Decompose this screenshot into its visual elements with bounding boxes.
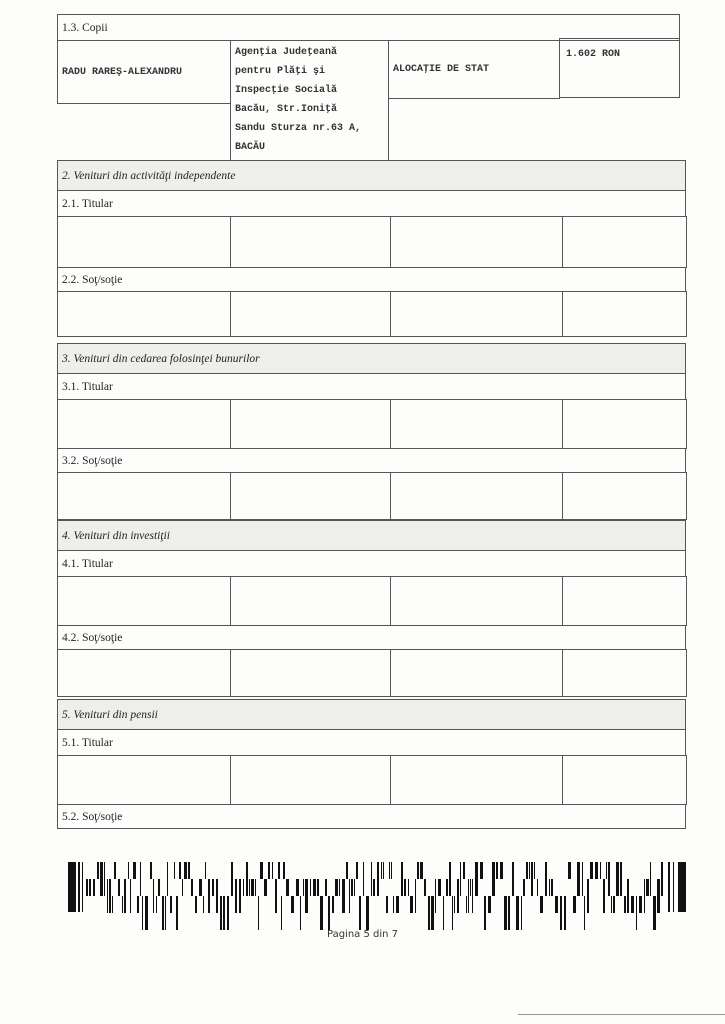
benefit-type: ALOCAŢIE DE STAT: [393, 64, 490, 75]
subsection-titular-text: 5.1. Titular: [62, 736, 113, 749]
barcode-bar: [363, 862, 364, 896]
barcode-bar: [227, 896, 229, 930]
subsection-titular-text: 4.1. Titular: [62, 557, 113, 570]
barcode-bar: [454, 896, 455, 913]
barcode-bar: [568, 862, 571, 879]
barcode-bar: [86, 879, 88, 896]
barcode-bar: [278, 862, 280, 879]
barcode-bar: [590, 862, 593, 879]
empty-cell: [562, 472, 687, 520]
child-name-cell: [57, 40, 231, 104]
barcode-bar: [371, 862, 372, 896]
barcode-bar: [452, 896, 453, 930]
empty-cell: [390, 755, 563, 805]
barcode-bar: [332, 896, 334, 913]
barcode-bar: [260, 862, 263, 879]
barcode-bar: [646, 879, 649, 896]
barcode-bar: [613, 896, 615, 913]
barcode-bar: [577, 862, 580, 896]
barcode-bar: [184, 862, 187, 879]
agency-line: BACĂU: [235, 142, 266, 153]
empty-cell: [57, 755, 231, 805]
barcode-bar: [246, 862, 248, 896]
barcode-bar: [303, 879, 304, 896]
subsection-spouse: [57, 448, 686, 473]
barcode-bar: [555, 896, 558, 913]
barcode-bar: [349, 879, 350, 913]
barcode-bar: [410, 896, 413, 913]
barcode-bar: [130, 879, 131, 913]
benefit-type-cell: [388, 40, 560, 99]
barcode-bar: [657, 879, 660, 913]
barcode-bar: [346, 862, 348, 879]
agency-line: Sandu Sturza nr.63 A,: [235, 123, 362, 134]
empty-cell: [390, 399, 563, 449]
empty-cell: [390, 216, 563, 268]
barcode-bar: [603, 879, 605, 913]
barcode-bar: [153, 879, 154, 913]
barcode-bar: [203, 896, 204, 913]
barcode-bar: [97, 862, 99, 879]
barcode-bar: [176, 896, 178, 930]
children-label: 1.3. Copii: [62, 21, 108, 34]
barcode-bar: [145, 896, 148, 930]
barcode-bar: [531, 862, 533, 896]
barcode-bar: [584, 896, 585, 930]
empty-cell: [390, 472, 563, 520]
barcode-bar: [500, 862, 503, 879]
barcode-bar: [636, 896, 637, 930]
barcode-bar: [133, 862, 136, 879]
empty-cell: [562, 649, 687, 697]
agency-line: pentru Plăţi şi: [235, 66, 326, 77]
subsection-spouse: [57, 804, 686, 829]
barcode-bar: [68, 862, 76, 912]
barcode-bar: [480, 862, 483, 879]
barcode-bar: [235, 879, 237, 913]
barcode-bar: [616, 862, 619, 896]
barcode-bar: [446, 879, 448, 896]
barcode-bar: [415, 879, 416, 913]
barcode-bar: [82, 862, 83, 912]
barcode-bar: [624, 896, 626, 913]
barcode-bar: [325, 879, 327, 896]
barcode-bar: [328, 896, 330, 930]
barcode-bar: [158, 879, 160, 896]
barcode-bar: [521, 896, 522, 930]
barcode-bar: [608, 862, 610, 896]
agency-line: Agenţia Judeţeană: [235, 47, 338, 58]
barcode-bar: [264, 879, 267, 896]
barcode-bar: [611, 896, 612, 913]
barcode-bar: [449, 862, 451, 896]
barcode-bar: [109, 879, 111, 913]
agency-line: Inspecţie Socială: [235, 85, 338, 96]
barcode-bar: [114, 862, 116, 879]
barcode-bar: [179, 862, 181, 879]
empty-cell: [230, 649, 391, 697]
subsection-titular: [57, 550, 686, 577]
barcode-bar: [112, 896, 113, 913]
barcode-bar: [606, 862, 607, 879]
empty-cell: [562, 576, 687, 626]
barcode-bar: [258, 896, 259, 930]
barcode-bar: [170, 896, 172, 913]
barcode-bar: [356, 862, 358, 879]
barcode-bar: [208, 879, 210, 913]
barcode-bar: [424, 879, 426, 896]
empty-cell: [390, 576, 563, 626]
barcode-bar: [644, 879, 645, 913]
barcode-bar: [366, 896, 369, 930]
barcode-bar: [342, 879, 345, 913]
barcode-bar: [650, 862, 651, 896]
agency-cell: [230, 40, 389, 164]
empty-cell: [57, 576, 231, 626]
barcode-bar: [122, 896, 123, 913]
barcode-bar: [354, 879, 355, 896]
barcode-bar: [310, 879, 311, 896]
barcode-bar: [191, 879, 193, 896]
barcode-bar: [165, 896, 166, 930]
empty-cell: [562, 399, 687, 449]
barcode-bar: [359, 896, 361, 930]
barcode-bar: [545, 862, 547, 896]
subsection-spouse-text: 4.2. Soţ/soţie: [62, 631, 123, 644]
barcode-bar: [150, 862, 152, 879]
barcode-bar: [383, 862, 384, 879]
subsection-titular-text: 2.1. Titular: [62, 197, 113, 210]
empty-cell: [57, 216, 231, 268]
barcode-bar: [468, 879, 469, 913]
barcode-bar: [351, 879, 353, 896]
barcode-bar: [281, 896, 282, 930]
empty-cell: [230, 216, 391, 268]
empty-cell: [390, 291, 563, 337]
barcode-bar: [162, 896, 164, 930]
empty-cell: [562, 755, 687, 805]
barcode-bar: [470, 879, 471, 896]
empty-cell: [230, 291, 391, 337]
barcode-bar: [457, 879, 459, 913]
barcode-bar: [377, 862, 379, 896]
empty-cell: [230, 576, 391, 626]
barcode-bar: [283, 862, 285, 879]
barcode-bar: [668, 862, 670, 912]
barcode-bar: [100, 862, 103, 896]
empty-cell: [230, 755, 391, 805]
barcode-bar: [255, 879, 256, 896]
barcode-bar: [504, 896, 507, 930]
barcode-bar: [523, 879, 525, 896]
barcode-bar: [239, 879, 241, 913]
barcode-bar: [534, 862, 535, 879]
empty-cell: [230, 472, 391, 520]
barcode-bar: [199, 879, 202, 896]
barcode-bar: [408, 879, 409, 896]
section-header-text: 2. Venituri din activităţi independente: [62, 169, 236, 182]
barcode-bar: [549, 879, 550, 896]
barcode-bar: [627, 879, 629, 913]
barcode-bar: [600, 862, 601, 879]
barcode-bar: [231, 862, 233, 896]
barcode-bar: [508, 896, 510, 930]
barcode-bar: [373, 879, 375, 896]
barcode-bar: [305, 879, 308, 913]
barcode-bar: [205, 862, 206, 879]
empty-cell: [57, 399, 231, 449]
section-header-text: 5. Venituri din pensii: [62, 708, 158, 721]
empty-cell: [57, 472, 231, 520]
barcode-bar: [291, 896, 294, 913]
barcode-bar: [391, 862, 392, 879]
barcode-bar: [396, 896, 399, 913]
barcode-bar: [526, 862, 528, 879]
barcode-bar: [639, 896, 642, 913]
barcode-bar: [661, 862, 663, 896]
barcode-bar: [386, 896, 388, 913]
barcode-bar: [492, 862, 495, 896]
barcode-bar: [401, 862, 403, 896]
barcode-bar: [529, 862, 530, 879]
subsection-spouse-text: 3.2. Soţ/soţie: [62, 454, 123, 467]
barcode-bar: [313, 879, 316, 896]
barcode-bar: [496, 862, 498, 879]
child-name: RADU RAREŞ-ALEXANDRU: [62, 66, 183, 78]
barcode: [68, 862, 690, 912]
barcode-bar: [460, 862, 461, 896]
barcode-bar: [540, 896, 543, 913]
barcode-bar: [89, 879, 91, 896]
subsection-spouse-text: 2.2. Soţ/soţie: [62, 273, 123, 286]
barcode-bar: [472, 879, 473, 913]
page-edge: [518, 1014, 725, 1015]
barcode-bar: [118, 879, 120, 896]
barcode-bar: [220, 896, 222, 930]
barcode-bar: [104, 862, 105, 896]
barcode-bar: [673, 862, 674, 912]
barcode-bar: [653, 896, 656, 930]
barcode-bar: [551, 879, 553, 896]
subsection-titular-text: 3.1. Titular: [62, 380, 113, 393]
subsection-titular: [57, 190, 686, 217]
barcode-bar: [475, 862, 478, 896]
barcode-bar: [124, 879, 126, 913]
amount: 1.602 RON: [566, 49, 621, 60]
barcode-bar: [438, 879, 441, 896]
barcode-bar: [317, 879, 319, 896]
barcode-bar: [140, 862, 141, 896]
barcode-bar: [268, 862, 270, 879]
agency-line: Bacău, Str.Ioniţă: [235, 104, 338, 115]
barcode-bar: [137, 896, 139, 913]
empty-cell: [230, 399, 391, 449]
barcode-bar: [182, 879, 183, 896]
subsection-spouse-text: 5.2. Soţ/soţie: [62, 810, 123, 823]
empty-cell: [57, 649, 231, 697]
barcode-bar: [389, 862, 390, 879]
barcode-bar: [512, 862, 514, 896]
subsection-titular: [57, 729, 686, 756]
barcode-bar: [631, 896, 634, 913]
barcode-bar: [335, 879, 338, 896]
barcode-bar: [156, 896, 157, 913]
section-header: [57, 160, 686, 191]
barcode-bar: [435, 879, 436, 913]
barcode-bar: [564, 896, 566, 930]
subsection-spouse: [57, 625, 686, 650]
empty-cell: [562, 216, 687, 268]
section-header-text: 3. Venituri din cedarea folosinţei bunurilor: [62, 352, 260, 365]
barcode-bar: [188, 862, 190, 879]
barcode-bar: [251, 879, 254, 896]
barcode-bar: [320, 896, 323, 930]
barcode-bar: [142, 896, 143, 930]
barcode-bar: [339, 879, 340, 896]
barcode-bar: [275, 879, 277, 913]
barcode-bar: [466, 896, 467, 913]
barcode-bar: [381, 862, 382, 879]
barcode-bar: [573, 896, 576, 913]
barcode-bar: [587, 879, 589, 913]
barcode-bar: [216, 879, 218, 913]
subsection-spouse: [57, 267, 686, 292]
barcode-bar: [107, 879, 108, 913]
barcode-bar: [516, 896, 519, 930]
empty-cell: [57, 291, 231, 337]
subsection-titular: [57, 373, 686, 400]
empty-cell: [390, 649, 563, 697]
barcode-bar: [249, 879, 250, 896]
barcode-bar: [417, 862, 419, 879]
page-number: Pagina 5 din 7: [326, 929, 399, 940]
barcode-bar: [195, 896, 197, 913]
barcode-bar: [212, 879, 214, 896]
barcode-bar: [243, 879, 244, 896]
barcode-bar: [296, 879, 299, 896]
barcode-bar: [93, 879, 95, 896]
barcode-bar: [393, 896, 394, 913]
barcode-bar: [678, 862, 686, 912]
barcode-bar: [463, 862, 465, 879]
section-header-text: 4. Venituri din investiţii: [62, 529, 170, 542]
barcode-bar: [404, 879, 406, 896]
barcode-bar: [128, 862, 129, 879]
barcode-bar: [537, 879, 538, 896]
barcode-bar: [272, 862, 273, 879]
barcode-bar: [443, 896, 444, 930]
children-header: [57, 14, 680, 41]
barcode-bar: [431, 896, 434, 930]
barcode-bar: [78, 862, 80, 912]
section-header: [57, 699, 686, 730]
barcode-bar: [560, 896, 562, 930]
barcode-bar: [300, 896, 301, 930]
barcode-bar: [595, 862, 598, 879]
barcode-bar: [428, 896, 430, 930]
barcode-bar: [484, 896, 486, 930]
barcode-bar: [223, 896, 225, 930]
barcode-bar: [167, 862, 168, 896]
section-header: [57, 520, 686, 551]
amount-cell: [559, 38, 680, 98]
barcode-bar: [488, 896, 491, 913]
barcode-bar: [420, 862, 423, 879]
barcode-bar: [286, 879, 289, 896]
barcode-bar: [174, 862, 175, 879]
section-header: [57, 343, 686, 374]
empty-cell: [562, 291, 687, 337]
barcode-bar: [620, 862, 622, 896]
barcode-bar: [582, 862, 583, 896]
